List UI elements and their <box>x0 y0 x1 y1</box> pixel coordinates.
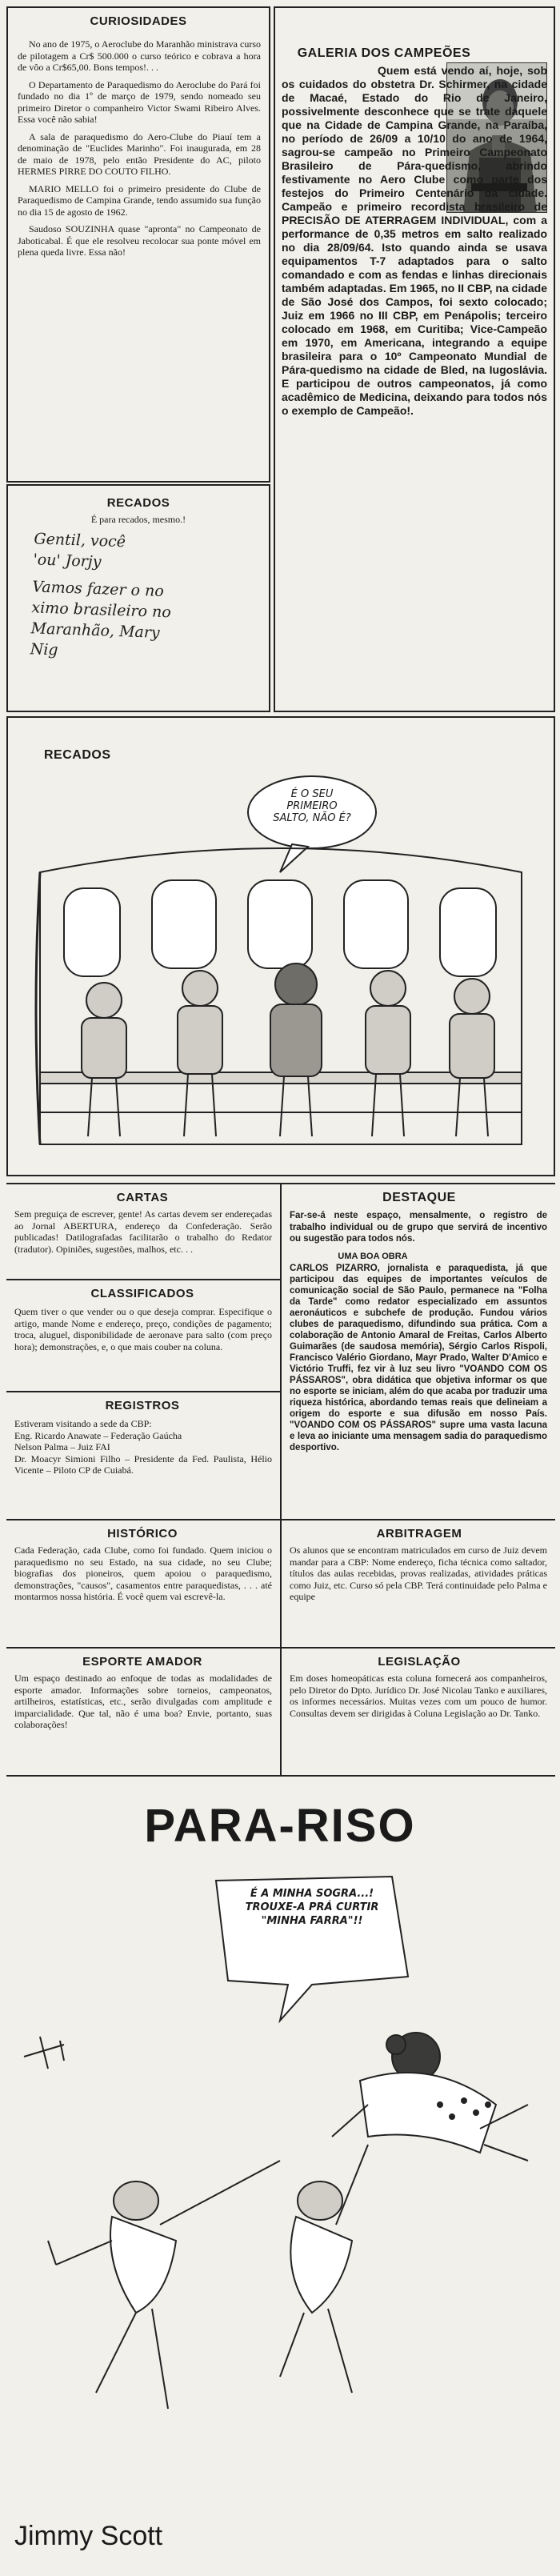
cartas-text: Sem preguiça de escrever, gente! As cartas devem ser endereçadas ao Jornal ABERTURA, endereço da Confederação. Serão publicadas! Datilografadas facilitarão o trabalho do Redator (tradutor). Opiniões, sugestões, malhos, etc. . . <box>14 1208 272 1255</box>
para-riso-illustration <box>16 1865 544 2505</box>
divider <box>6 1279 280 1280</box>
curiosidades-paragraph-3: A sala de paraquedismo do Aero-Clube do Piauí tem a denominação de "Euclides Marinho". Foi inaugurada, em 28 de maio de 1978, pelo então Presidente do AC, piloto HERMES PIRRE DO COUTO FILHO. <box>18 130 261 177</box>
curiosidades-paragraph-1: No ano de 1975, o Aeroclube do Maranhão ministrava curso de pilotagem a Cr$ 500.000 o curso teórico e cobrava a hora de vôo a Cr$65,00. Bons tempos!. . . <box>18 38 261 73</box>
destaque-text: CARLOS PIZARRO, jornalista e paraquedista, já que participou das equipes de importantes veículos de comunicação social de São Paulo, permanece na "Folha da Tarde" como redator especializado em assuntos aeronáuticos e subchefe de produção. Fundou vários clubes de paraquedismo, difundindo sua prática. Com a colaboração de Antonio Amaral de Freitas, Carlos Alberto Guimarães (de saudosa memória), Sérgio Carlos Rispoli, Francisco Valério Giordano, Mayr Prado, Walter D'Amico e Victório Truffi, fez vir à luz seu livro "VOANDO COM OS PÁSSAROS", obra didática que objetiva informar os que no esporte se iniciam, além do que acaba por traduzir uma riqueza histórica, abordando temas reais que delineiam a origem do esporte e sua difusão em nosso País. "VOANDO COM OS PÁSSAROS" supre uma vasta lacuna e leva ao iniciante uma mensagem sadia do paraquedismo desportivo. <box>290 1264 547 1452</box>
destaque-title: DESTAQUE <box>382 1191 456 1204</box>
registros-title: REGISTROS <box>105 1399 180 1412</box>
recados-title: RECADOS <box>106 496 170 510</box>
handwriting-line-6: Nig <box>30 640 58 659</box>
cartoon-illustration <box>16 768 546 1168</box>
registros-line-3: Nelson Palma – Juiz FAI <box>14 1441 110 1452</box>
curiosidades-text <box>18 38 261 264</box>
esporte-amador-title: ESPORTE AMADOR <box>82 1655 202 1669</box>
cartas-title: CARTAS <box>116 1191 169 1204</box>
recados-subtitle: É para recados, mesmo.! <box>90 514 186 525</box>
galeria-title: GALERIA DOS CAMPEÕES <box>297 46 471 60</box>
destaque-subtitle: UMA BOA OBRA <box>338 1252 408 1261</box>
handwriting-line-5: Maranhão, Mary <box>30 619 160 642</box>
handwriting-line-4: ximo brasileiro no <box>31 599 172 622</box>
legislacao-title: LEGISLAÇÃO <box>378 1655 461 1669</box>
legislacao-text: Em doses homeopáticas esta coluna fornecerá aos companheiros, pelo Diretor do Dpto. Jurídico Dr. José Nicolau Tanko e auxiliares, os informes necessários. Muitas vezes com um pouco de humor. Consultas devem ser dirigidas à Coluna Legislação ao Dr. Tanko. <box>290 1673 547 1719</box>
curiosidades-paragraph-4: MARIO MELLO foi o primeiro presidente do Clube de Paraquedismo de Campina Grande, tendo assumido sua função no dia 15 de agosto de 1962. <box>18 182 261 218</box>
divider <box>6 1775 555 1777</box>
registros-line-4: Dr. Moacyr Simioni Filho – Presidente da Fed. Paulista, Hélio Vicente – Piloto CP de Cuiabá. <box>14 1452 272 1476</box>
para-riso-speech: É A MINHA SOGRA...! TROUXE-A PRÁ CURTIR "MINHA FARRA"!! <box>245 1888 379 1927</box>
handwriting-line-3: Vamos fazer o no <box>32 578 165 601</box>
historico-text: Cada Federação, cada Clube, como foi fundado. Quem iniciou o paraquedismo no seu Estado, na sua cidade, no seu Clube; biografias dos pioneiros, quem apoiou o paraquedismo, demonstrações, "causos", casamentos entre paraquedistas, . . . até montarmos nossa história. É você quem vai escrevê-la. <box>14 1544 272 1602</box>
handwriting-line-1: Gentil, você <box>34 530 126 551</box>
curiosidades-title: CURIOSIDADES <box>90 14 187 28</box>
divider <box>6 1647 555 1649</box>
registros-text <box>14 1418 272 1476</box>
curiosidades-paragraph-2: O Departamento de Paraquedismo do Aeroclube do Pará foi fundado no dia 1º de março de 1979, sendo nomeado seu primeiro Diretor o companheiro Victor Swami Ribeiro Alves. Essa você não sabia! <box>18 78 261 125</box>
destaque-intro: Far-se-á neste espaço, mensalmente, o registro de trabalho individual ou de grupo que servirá de incentivo ou sugestão para todos nós. <box>290 1211 547 1244</box>
divider <box>6 1519 555 1520</box>
divider <box>280 1183 282 1775</box>
curiosidades-paragraph-5: Saudoso SOUZINHA quase "apronta" no Campeonato de Jaboticabal. É que ele resolveu recolocar sua ponte móvel em plena queda livre. Essa não! <box>18 223 261 258</box>
historico-title: HISTÓRICO <box>107 1527 178 1540</box>
cartoon-speech-bubble: É O SEU PRIMEIRO SALTO, NÃO É? <box>273 788 351 824</box>
esporte-amador-text: Um espaço destinado ao enfoque de todas as modalidades de esporte amador. Informações sobre torneios, campeonatos, artilheiros, estatísticas, etc., serão divulgadas com amplitude e imparcialidade. Que tal, não é uma boa? Envie, portanto, suas colaborações! <box>14 1673 272 1730</box>
recados-handwriting <box>30 528 250 667</box>
galeria-text: Quem está vendo aí, hoje, sob os cuidados do obstetra Dr. Schirmer, na cidade de Macaé, Estado do Rio de Janeiro, possivelmente desconhece que se trate daquele que na Cidade de Campina Grande, na Paraíba, no período de 26/09 a 10/10 do ano de 1964, sagrou-se campeão no Primeiro Campeonato Brasileiro de Pára-quedismo, abrindo festivamente no Aero Clube como parte dos festejos do Primeiro Centenário da cidade. Campeão e primeiro recordista brasileiro de PRECISÃO DE ATERRAGEM INDIVIDUAL, com a performance de 0,35 metros em salto realizado no dia 28/09/64. Isto quando ainda se usava equipamentos T-7 adaptados para o salto comandado e com as fendas e linhas direcionais também adaptadas. Em 1965, no II CBP, na cidade de São José dos Campos, foi sexto colocado; Juiz em 1966 no III CBP, em Penápolis; terceiro colocado em 1968, em Curitiba; Vice-Campeão em 1970, em Americana, integrando a equipe brasileira para o 10º Campeonato Mundial de Pára-quedismo na cidade de Bled, na Iugoslávia. E participou de outros campeonatos, já como acadêmico de Medicina, deixando para todos nós o exemplo de Campeão!. <box>282 64 547 417</box>
classificados-title: CLASSIFICADOS <box>90 1287 194 1300</box>
handwriting-line-2: 'ou' Jorjy <box>33 551 102 571</box>
para-riso-title: PARA-RISO <box>144 1800 416 1852</box>
classificados-text: Quem tiver o que vender ou o que deseja comprar. Especifique o artigo, mande Nome e endereço, preço, condições de pagamento; troca, aluguel, disponibilidade de aeronave para salto (com preço hora); demonstrações, e, o que mais couber na coluna. <box>14 1306 272 1352</box>
arbitragem-text: Os alunos que se encontram matriculados em curso de Juiz devem mandar para a CBP: Nome endereço, ficha técnica como saltador, títulos das aulas recebidas, provas realizadas, atividades práticas como Juiz, etc. Curso só pela CBP. Terá continuidade pelo Palma e equipe <box>290 1544 547 1602</box>
registros-line-2: Eng. Ricardo Anawate – Federação Gaúcha <box>14 1429 182 1441</box>
skydivers-cartoon-drawing <box>16 1865 544 2505</box>
divider <box>6 1391 280 1392</box>
cartoonist-signature: Jimmy Scott <box>14 2521 163 2551</box>
registros-line-1: Estiveram visitando a sede da CBP: <box>14 1418 152 1429</box>
arbitragem-title: ARBITRAGEM <box>376 1527 462 1540</box>
recados-cartoon-title: RECADOS <box>44 748 111 762</box>
airplane-cabin-drawing <box>16 768 546 1168</box>
